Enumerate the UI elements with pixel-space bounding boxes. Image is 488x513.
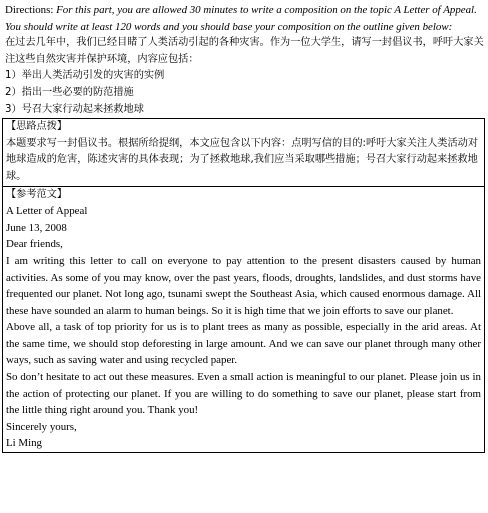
prompt-chinese: 在过去几年中，我们已经目睹了人类活动引起的各种灾害。作为一位大学生，请写一封倡议书，呼吁大家关注这些自然灾害并保护环境，内容应包括： — [5, 37, 484, 65]
outline-item-3: 3）号召大家行动起来拯救地球 — [5, 103, 144, 115]
letter-paragraph-1: I am writing this letter to call on everyone to pay attention to the present disasters caused by human activities. As some of you may know, over the past years, floods, droughts, landslides, and dust storms have frequented our planet. Not long ago, tsunami swept the Southeast Asia, which caused enormous damage. All these have sounded an alarm to human beings. So it is high time that we join efforts to save our planet. — [6, 254, 481, 317]
letter-paragraph-3: So don’t hesitate to act out these measures. Even a small action is meaningful to our planet. Please join us in the action of protecting our planet. If you are willing to do something to save our planet, please start from the little thing right around you. Thank you! — [6, 371, 481, 417]
sample-essay-box — [2, 187, 485, 454]
tips-body: 本题要求写一封倡议书。根据所给提纲，本文应包含以下内容：点明写信的目的:呼吁大家关注人类活动对地球造成的危害，陈述灾害的具体表现；为了拯救地球,我们应当采取哪些措施；号召大家行动起来拯救地球。 — [6, 137, 479, 182]
letter-heading: A Letter of Appeal — [6, 205, 88, 218]
outline-item-1: 1）举出人类活动引发的灾害的实例 — [5, 70, 165, 82]
directions-text: For this part, you are allowed 30 minutes to write a composition on the topic A Letter of Appeal. You should write at least 120 words and you should base your composition on the outline given below: — [5, 4, 477, 33]
letter-closing: Sincerely yours, — [6, 420, 77, 433]
directions-section — [5, 2, 484, 118]
letter-date: June 13, 2008 — [6, 221, 67, 234]
letter-paragraph-2: Above all, a task of top priority for us is to plant trees as many as possible, especially in the arid areas. At the same time, we should stop deforesting in large amount. And we can save our planet through many other ways, such as saving water and using recycled paper. — [6, 321, 481, 367]
sample-title: 【参考范文】 — [6, 188, 68, 200]
tips-box — [2, 118, 485, 186]
letter-signature: Li Ming — [6, 437, 43, 450]
outline-item-2: 2）指出一些必要的防范措施 — [5, 86, 134, 98]
tips-title: 【思路点拨】 — [6, 121, 68, 133]
letter-salutation: Dear friends, — [6, 238, 63, 251]
directions-label: Directions: — [5, 4, 57, 16]
directions-paragraph — [5, 2, 484, 35]
